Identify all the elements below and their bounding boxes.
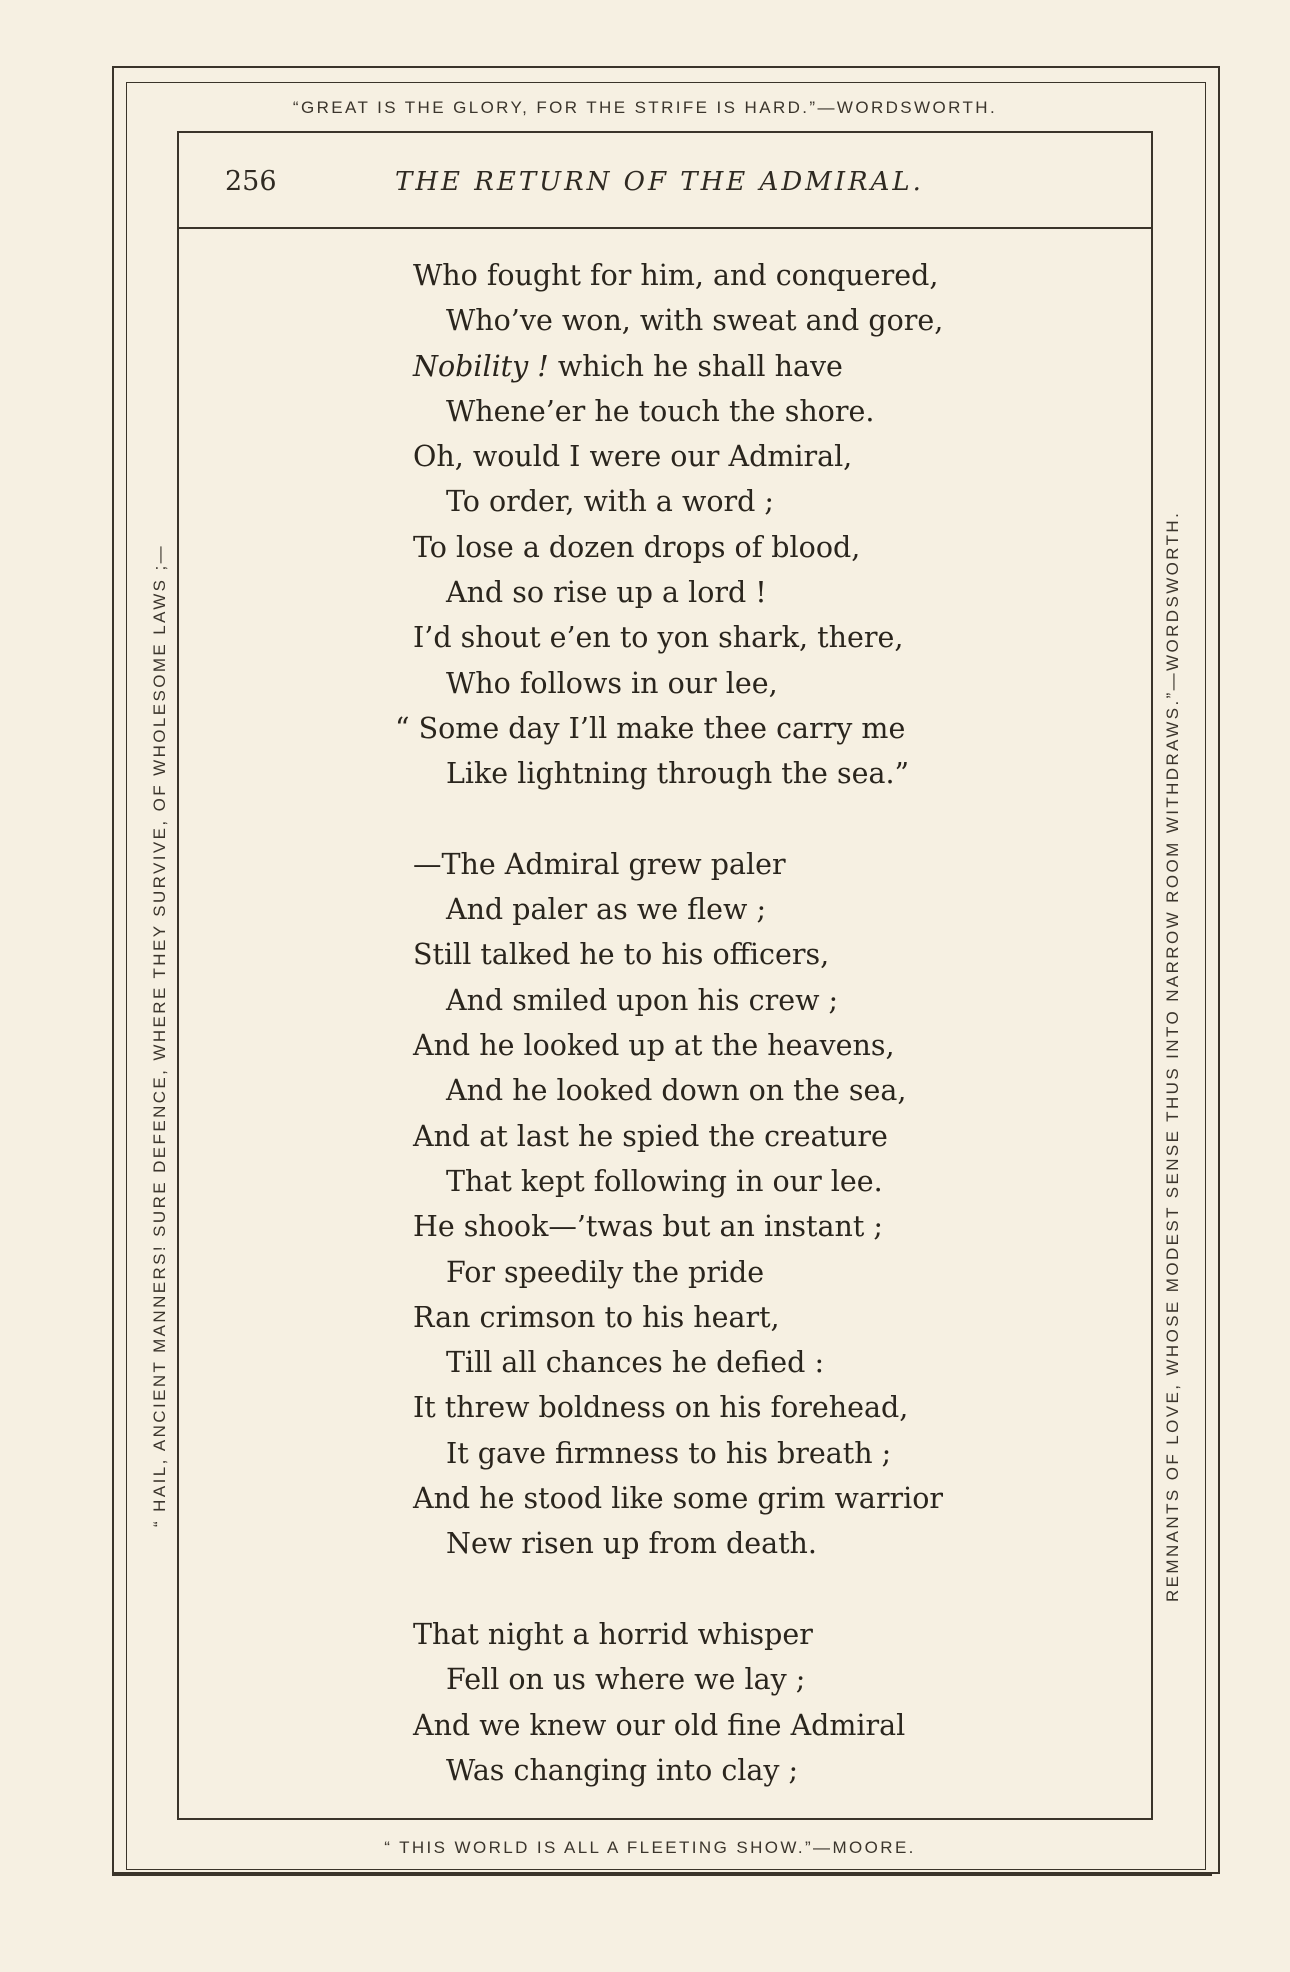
poem-line: Oh, would I were our Admiral, (413, 440, 853, 474)
poem-line: And he stood like some grim warrior (413, 1482, 943, 1516)
poem-line: That kept following in our lee. (446, 1164, 883, 1198)
poem-line: He shook—’twas but an instant ; (413, 1210, 883, 1244)
poem-line: Who follows in our lee, (446, 666, 778, 700)
poem-line: “ Some day I’ll make thee carry me (395, 711, 906, 745)
stanza-break (413, 797, 1113, 842)
page-number: 256 (225, 166, 277, 197)
poem-line: Ran crimson to his heart, (413, 1300, 780, 1334)
poem-line: For speedily the pride (446, 1255, 765, 1289)
poem-line: Still talked he to his officers, (413, 938, 830, 972)
poem-line: It gave firmness to his breath ; (446, 1436, 892, 1470)
poem-line: —The Admiral grew paler (413, 847, 786, 881)
poem-line: Till all chances he defied : (446, 1346, 825, 1380)
poem-line: Who’ve won, with sweat and gore, (446, 304, 944, 338)
poem-line (413, 344, 1113, 389)
poem-line: And paler as we flew ; (446, 893, 767, 927)
poem-line: And he looked down on the sea, (446, 1074, 907, 1108)
poem-line: And so rise up a lord ! (446, 576, 767, 610)
poem-line-rest: which he shall have (548, 349, 843, 383)
poem-line: New risen up from death. (446, 1527, 817, 1561)
running-head: THE RETURN OF THE ADMIRAL. (395, 167, 924, 197)
poem-line: Like lightning through the sea.” (446, 757, 910, 791)
bottom-rule (112, 1874, 1212, 1876)
motto-bottom: “ THIS WORLD IS ALL A FLEETING SHOW.”—MOORE. (384, 1838, 916, 1857)
motto-left-vertical: “ HAIL, ANCIENT MANNERS! SURE DEFENCE, WHERE THEY SURVIVE, OF WHOLESOME LAWS ;— (150, 543, 169, 1527)
poem-line: And smiled upon his crew ; (446, 983, 839, 1017)
poem-line: And at last he spied the creature (413, 1119, 888, 1153)
poem-line: That night a horrid whisper (413, 1617, 813, 1651)
poem-line: I’d shout e’en to yon shark, there, (413, 621, 904, 655)
poem-line: Whene’er he touch the shore. (446, 394, 875, 428)
poem-line: And he looked up at the heavens, (413, 1029, 895, 1063)
poem-italic-word: Nobility ! (413, 349, 549, 383)
poem-line: It threw boldness on his forehead, (413, 1391, 909, 1425)
poem-line: Fell on us where we lay ; (446, 1663, 806, 1697)
poem-line: To order, with a word ; (446, 485, 775, 519)
poem-text (395, 253, 1113, 1793)
stanza-break (413, 1567, 1113, 1612)
poem-line: And we knew our old fine Admiral (413, 1708, 906, 1742)
header-rule (177, 227, 1153, 229)
motto-right-vertical: REMNANTS OF LOVE, WHOSE MODEST SENSE THUS INTO NARROW ROOM WITHDRAWS.”—WORDSWORTH. (1163, 510, 1182, 1602)
poem-line: Who fought for him, and conquered, (413, 259, 939, 292)
poem-line: To lose a dozen drops of blood, (413, 530, 861, 564)
motto-top: “GREAT IS THE GLORY, FOR THE STRIFE IS HARD.”—WORDSWORTH. (292, 98, 998, 117)
poem-line: Was changing into clay ; (446, 1753, 799, 1787)
